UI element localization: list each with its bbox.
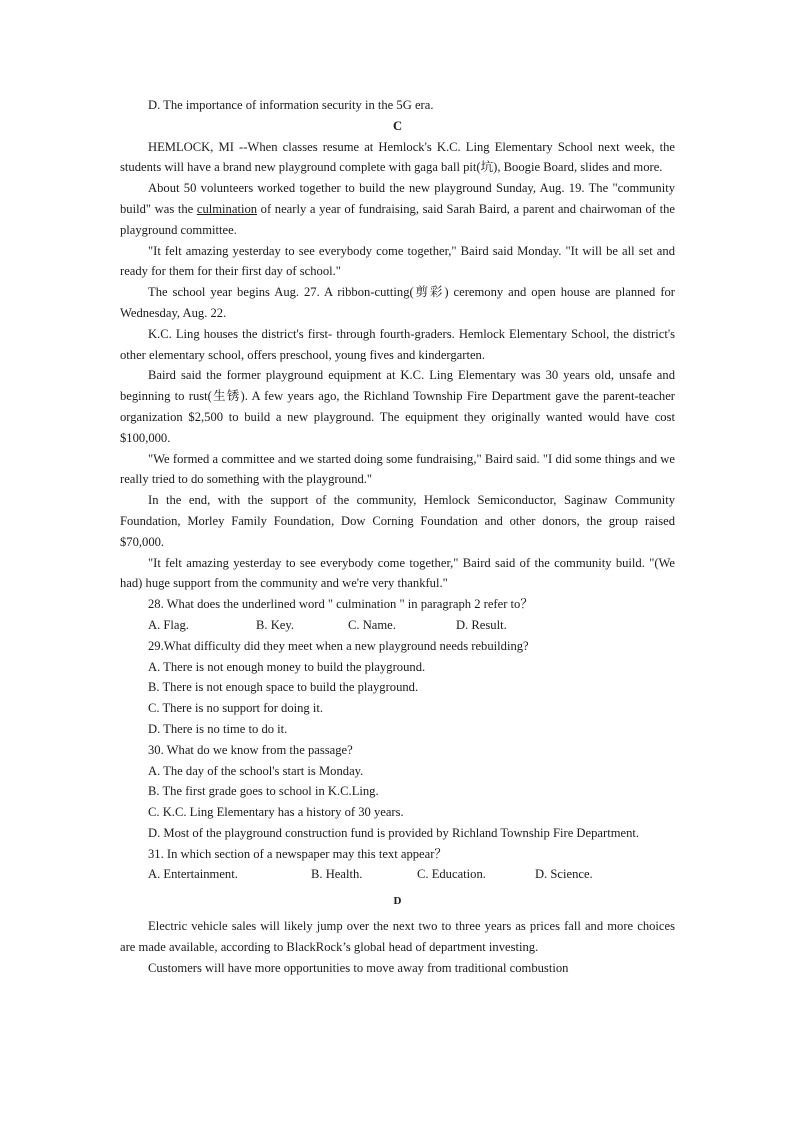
question-29-stem: 29.What difficulty did they meet when a new playground needs rebuilding?	[148, 638, 529, 653]
passage-c-paragraph-9: "It felt amazing yesterday to see everybody come together," Baird said of the community build. "(We had) huge support from the community and we're very thankful."	[120, 555, 675, 591]
q30-option-b: B. The first grade goes to school in K.C.Ling.	[148, 784, 379, 799]
passage-c-paragraph-4: The school year begins Aug. 27. A ribbon-cutting(剪彩) ceremony and open house are planned for Wednesday, Aug. 22.	[120, 285, 675, 320]
q30-option-c: C. K.C. Ling Elementary has a history of 30 years.	[148, 805, 404, 820]
q30-option-a: A. The day of the school's start is Monday.	[148, 763, 364, 778]
q28-option-d: D. Result.	[456, 617, 507, 632]
passage-c-paragraph-1: HEMLOCK, MI --When classes resume at Hemlock's K.C. Ling Elementary School next week, the students will have a brand new playground complete with gaga ball pit(坑), Boogie Board, slides and more.	[120, 139, 675, 175]
passage-c-paragraph-7: "We formed a committee and we started doing some fundraising," Baird said. "I did some things and we really tried to do something with the playground."	[120, 451, 675, 487]
q29-option-c: C. There is no support for doing it.	[148, 701, 324, 716]
prev-question-option-d: D. The importance of information security in the 5G era.	[148, 98, 434, 112]
question-31-stem: 31. In which section of a newspaper may this text appear？	[148, 846, 448, 861]
section-d-heading: D	[393, 895, 402, 908]
passage-c-paragraph-2	[120, 178, 675, 240]
question-30-stem: 30. What do we know from the passage?	[148, 742, 353, 757]
question-28-stem: 28. What does the underlined word " culmination " in paragraph 2 refer to？	[148, 597, 533, 612]
q29-option-b: B. There is not enough space to build the playground.	[148, 680, 419, 695]
passage-c-paragraph-6: Baird said the former playground equipment at K.C. Ling Elementary was 30 years old, unsafe and beginning to rust(生锈). A few years ago, the Richland Township Fire Department gave the parent-teacher organization $2,500 to build a new playground. The equipment they originally wanted would have cost $100,000.	[120, 368, 675, 445]
question-31-options	[120, 864, 675, 885]
q31-option-b: B. Health.	[311, 867, 363, 882]
q28-option-b: B. Key.	[256, 617, 295, 632]
document-page	[120, 95, 675, 978]
paragraph-2-text-after: of nearly a year of fundraising, said Sarah Baird, a parent and chairwoman of the playground committee.	[120, 201, 676, 237]
underlined-word-culmination: culmination	[196, 201, 258, 216]
q29-option-d: D. There is no time to do it.	[148, 721, 288, 736]
passage-c-paragraph-3: "It felt amazing yesterday to see everybody come together," Baird said Monday. "It will be all set and ready for them for their first day of school."	[120, 243, 675, 279]
q31-option-c: C. Education.	[417, 867, 486, 882]
passage-d-paragraph-1: Electric vehicle sales will likely jump over the next two to three years as prices fall and more choices are made available, according to BlackRock’s global head of department investing.	[120, 919, 675, 954]
passage-c-paragraph-8: In the end, with the support of the community, Hemlock Semiconductor, Saginaw Community Foundation, Morley Family Foundation, Dow Corning Foundation and other donors, the group raised $70,000.	[120, 493, 675, 549]
passage-d-paragraph-2: Customers will have more opportunities to move away from traditional combustion	[148, 960, 569, 975]
question-28-options	[120, 615, 675, 636]
q31-option-d: D. Science.	[535, 867, 593, 882]
q28-option-c: C. Name.	[348, 617, 396, 632]
paragraph-2-text-before: About 50 volunteers worked together to build the new playground Sunday, Aug. 19. The "community build" was the	[120, 181, 675, 216]
q30-option-d: D. Most of the playground construction fund is provided by Richland Township Fire Department.	[148, 825, 640, 840]
passage-c-paragraph-5: K.C. Ling houses the district's first- through fourth-graders. Hemlock Elementary School, the district's other elementary school, offers preschool, young fives and kindergarten.	[120, 326, 675, 362]
q28-option-a: A. Flag.	[148, 617, 189, 632]
q31-option-a: A. Entertainment.	[148, 867, 238, 882]
q29-option-a: A. There is not enough money to build the playground.	[148, 659, 426, 674]
section-c-heading: C	[392, 118, 403, 133]
